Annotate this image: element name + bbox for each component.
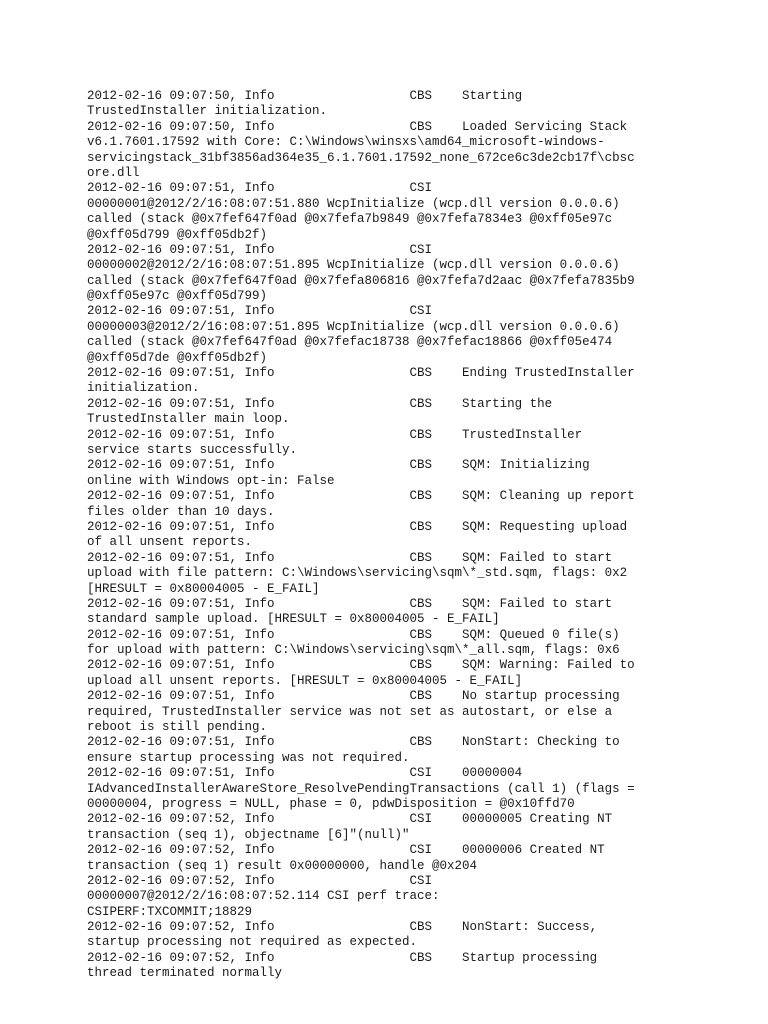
log-line: 2012-02-16 09:07:51, Info CSI 00000004 [87,766,523,781]
log-line: CSIPERF:TXCOMMIT;18829 [87,904,253,919]
log-line: IAdvancedInstallerAwareStore_ResolvePendingTransactions (call 1) (flags = [87,781,635,796]
log-line: 2012-02-16 09:07:51, Info CBS SQM: Initializing [87,458,590,473]
log-line: called (stack @0x7fef647f0ad @0x7fefac18738 @0x7fefac18866 @0xff05e474 [87,335,613,350]
log-line: service starts successfully. [87,442,298,457]
log-line: [HRESULT = 0x80004005 - E_FAIL] [87,581,320,596]
log-line: ore.dll [87,165,140,180]
log-line: 2012-02-16 09:07:51, Info CBS TrustedInstaller [87,427,583,442]
log-line: thread terminated normally [87,966,283,981]
log-line: 00000001@2012/2/16:08:07:51.880 WcpInitialize (wcp.dll version 0.0.0.6) [87,196,620,211]
log-line: 2012-02-16 09:07:51, Info CBS SQM: Requesting upload [87,519,628,534]
log-line: 2012-02-16 09:07:50, Info CBS Starting [87,89,523,103]
log-line: reboot is still pending. [87,720,268,735]
log-line: 2012-02-16 09:07:51, Info CBS Ending TrustedInstaller [87,366,635,381]
log-line: 2012-02-16 09:07:52, Info CBS Startup processing [87,950,598,965]
log-line: 2012-02-16 09:07:50, Info CBS Loaded Servicing Stack [87,119,628,134]
log-line: files older than 10 days. [87,504,275,519]
log-document [87,89,687,982]
log-line: TrustedInstaller initialization. [87,104,328,119]
log-line: 2012-02-16 09:07:52, Info CSI [87,873,433,888]
log-line: transaction (seq 1), objectname [6]"(null)" [87,827,410,842]
log-line: 00000004, progress = NULL, phase = 0, pdwDisposition = @0x10ffd70 [87,796,575,811]
log-line: v6.1.7601.17592 with Core: C:\Windows\winsxs\amd64_microsoft-windows- [87,135,605,150]
log-line: 00000003@2012/2/16:08:07:51.895 WcpInitialize (wcp.dll version 0.0.0.6) [87,319,620,334]
log-line: 2012-02-16 09:07:52, Info CSI 00000005 Creating NT [87,812,613,827]
log-line: of all unsent reports. [87,535,253,550]
log-line: 00000007@2012/2/16:08:07:52.114 CSI perf trace: [87,889,440,904]
log-line: 2012-02-16 09:07:51, Info CSI [87,181,433,196]
log-line: startup processing not required as expected. [87,935,418,950]
log-line: online with Windows opt-in: False [87,473,335,488]
log-line: transaction (seq 1) result 0x00000000, handle @0x204 [87,858,478,873]
log-line: standard sample upload. [HRESULT = 0x80004005 - E_FAIL] [87,612,500,627]
log-line: 2012-02-16 09:07:52, Info CSI 00000006 Created NT [87,843,605,858]
log-line: 2012-02-16 09:07:51, Info CBS No startup processing [87,689,620,704]
log-line: 2012-02-16 09:07:51, Info CBS SQM: Failed to start [87,550,613,565]
log-line: 2012-02-16 09:07:51, Info CBS SQM: Failed to start [87,596,613,611]
log-line: 2012-02-16 09:07:51, Info CBS Starting the [87,396,553,411]
log-line: 2012-02-16 09:07:51, Info CSI [87,304,433,319]
log-line: 2012-02-16 09:07:51, Info CBS NonStart: Checking to [87,735,620,750]
log-lines [87,89,687,982]
log-line: 2012-02-16 09:07:51, Info CSI [87,242,433,257]
log-line: for upload with pattern: C:\Windows\servicing\sqm\*_all.sqm, flags: 0x6 [87,643,620,658]
log-line: TrustedInstaller main loop. [87,412,290,427]
log-line: 2012-02-16 09:07:51, Info CBS SQM: Queued 0 file(s) [87,627,620,642]
log-line: servicingstack_31bf3856ad364e35_6.1.7601.17592_none_672ce6c3de2cb17f\cbsc [87,150,635,165]
log-line: upload all unsent reports. [HRESULT = 0x80004005 - E_FAIL] [87,673,523,688]
log-line: 00000002@2012/2/16:08:07:51.895 WcpInitialize (wcp.dll version 0.0.0.6) [87,258,620,273]
log-line: @0xff05d7de @0xff05db2f) [87,350,268,365]
log-line: initialization. [87,381,200,396]
log-line: required, TrustedInstaller service was not set as autostart, or else a [87,704,613,719]
log-line: @0xff05d799 @0xff05db2f) [87,227,268,242]
log-line: @0xff05e97c @0xff05d799) [87,289,268,304]
log-line: 2012-02-16 09:07:52, Info CBS NonStart: Success, [87,920,598,935]
log-line: called (stack @0x7fef647f0ad @0x7fefa7b9849 @0x7fefa7834e3 @0xff05e97c [87,212,613,227]
log-line: ensure startup processing was not required. [87,750,410,765]
log-line: called (stack @0x7fef647f0ad @0x7fefa806816 @0x7fefa7d2aac @0x7fefa7835b9 [87,273,635,288]
log-line: upload with file pattern: C:\Windows\servicing\sqm\*_std.sqm, flags: 0x2 [87,566,628,581]
log-line: 2012-02-16 09:07:51, Info CBS SQM: Warning: Failed to [87,658,635,673]
log-line: 2012-02-16 09:07:51, Info CBS SQM: Cleaning up report [87,489,635,504]
